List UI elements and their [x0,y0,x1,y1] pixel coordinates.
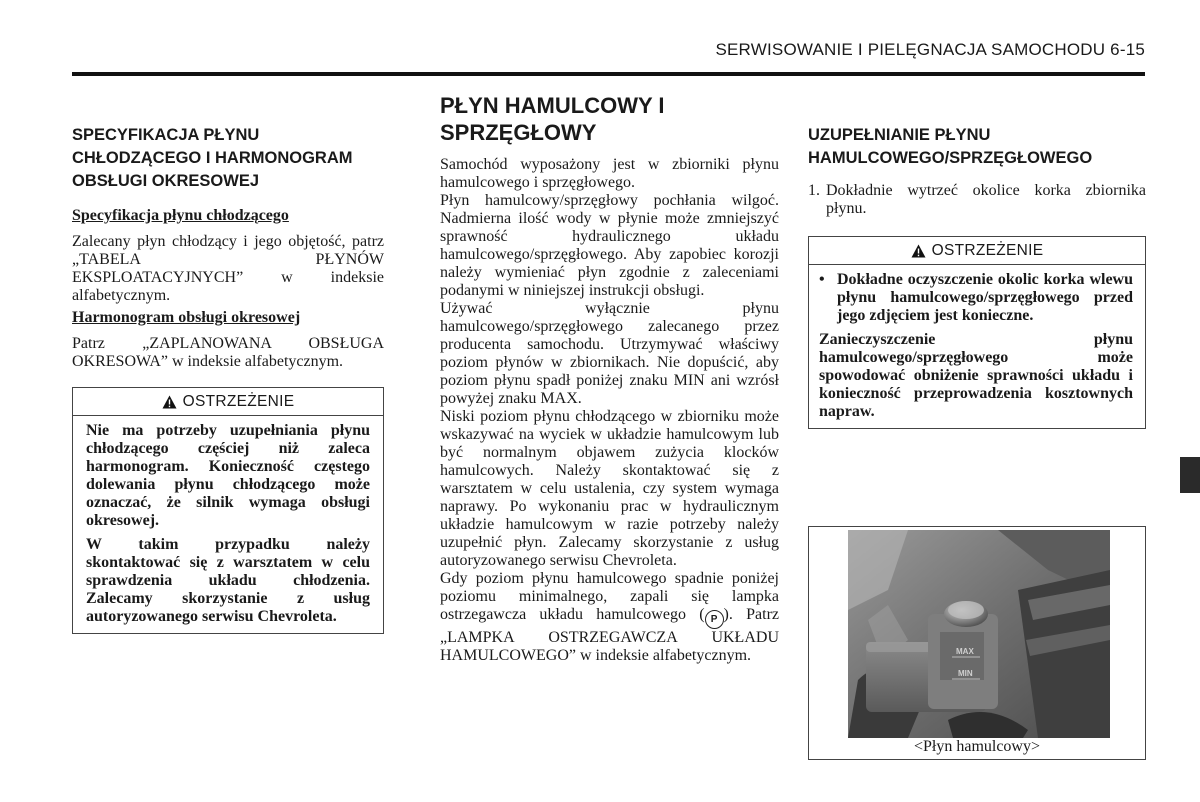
warning-header [73,388,383,416]
list-item-number: 1. [808,182,820,199]
brake-fluid-figure [808,526,1146,760]
column-coolant [72,124,384,634]
warning-header [809,237,1145,265]
brake-fluid-section-heading [440,92,779,146]
heading-line: UZUPEŁNIANIE PŁYNU [808,126,991,144]
warning-title: OSTRZEŻENIE [182,392,295,410]
heading-line: OBSŁUGI OKRESOWEJ [72,172,260,190]
brake-fluid-paragraph: Używać wyłącznie płynu hamulcowego/sprzęgłowego zalecanego przez producenta samochodu. Utrzymywać właściwy poziom płynów w zbiornikach. Nie dopuścić, aby poziom płynu spadł poniżej znaku MIN ani wzrósł powyżej znaku MAX. [440,300,779,407]
coolant-spec-subheading: Specyfikacja płynu chłodzącego [72,207,289,224]
brake-fluid-reservoir-photo [848,530,1110,738]
list-item-text: Dokładnie wytrzeć okolice korka zbiornika płynu. [826,182,1146,217]
refill-section-heading [808,124,1146,170]
warning-title: OSTRZEŻENIE [931,241,1044,259]
heading-line: SPRZĘGŁOWY [440,120,597,145]
section-tab-marker [1180,457,1200,493]
paragraph-text: ). Patrz „LAMPKA OSTRZEGAWCZA UKŁADU HAMULCOWEGO” w indeksie alfabetycznym. [440,606,779,664]
brake-fluid-paragraph [440,570,779,665]
maintenance-schedule-subheading: Harmonogram obsługi okresowej [72,309,301,326]
heading-line: SPECYFIKACJA PŁYNU [72,126,260,144]
max-label: MAX [956,647,974,656]
maintenance-schedule-paragraph: Patrz „ZAPLANOWANA OBSŁUGA OKRESOWA” w indeksie alfabetycznym. [72,335,384,370]
warning-triangle-icon [162,395,177,409]
heading-line: PŁYN HAMULCOWY I [440,93,665,118]
coolant-warning-box [72,387,384,634]
reservoir-illustration [848,530,1110,738]
heading-line: HAMULCOWEGO/SPRZĘGŁOWEGO [808,149,1093,167]
brake-fluid-paragraph: Samochód wyposażony jest w zbiorniki płynu hamulcowego i sprzęgłowego. [440,156,779,191]
coolant-section-heading [72,124,384,193]
paragraph-text: Gdy poziom płynu hamulcowego spadnie poniżej poziomu minimalnego, zapali się lampka ostrzegawcza układu hamulcowego ( [440,570,779,623]
brake-fluid-paragraph: Niski poziom płynu chłodzącego w zbiorniku może wskazywać na wyciek w układzie hamulcowym lub być normalnym objawem zużycia klocków hamulcowych. Należy skontaktować się z warsztatem w celu ustalenia, czy system wymaga naprawy. Po wykonaniu prac w hydraulicznym układzie hamulcowym w razie potrzeby należy uzupełnić płyn. Zalecamy skorzystanie z usług autoryzowanego serwisu Chevroleta. [440,408,779,569]
coolant-spec-paragraph: Zalecany płyn chłodzący i jego objętość, patrz „TABELA PŁYNÓW EKSPLOATACYJNYCH” w indeksie alfabetycznym. [72,233,384,304]
warning-triangle-icon [911,244,926,258]
warning-body [73,416,383,633]
page-header-title: SERWISOWANIE I PIELĘGNACJA SAMOCHODU 6-15 [715,40,1145,59]
brake-warning-lamp-icon: P [705,610,724,629]
brake-fluid-paragraph: Płyn hamulcowy/sprzęgłowy pochłania wilgoć. Nadmierna ilość wody w płynie może zmniejszyć sprawność hydraulicznego układu hamulcowego/sprzęgłowego. Aby zapobiec korozji należy wymieniać płyn zgodnie z zaleceniami podanymi w niniejszej instrukcji obsługi. [440,192,779,299]
warning-paragraph: Nie ma potrzeby uzupełniania płynu chłodzącego częściej niż zaleca harmonogram. Konieczność częstego dolewania płynu chłodzącego może oznaczać, że silnik wymaga obsługi okresowej. [86,422,370,529]
warning-body [809,265,1145,428]
column-brake-fluid [440,92,779,665]
column-refill-brake-fluid [808,124,1146,429]
header-rule [72,72,1145,76]
bullet-mark: • [819,271,825,288]
list-item [808,182,1146,218]
warning-paragraph: Zanieczyszczenie płynu hamulcowego/sprzęgłowego może spowodować obniżenie sprawności układu i konieczność przeprowadzenia kosztownych napraw. [819,331,1133,420]
min-label: MIN [958,669,973,678]
warning-paragraph: W takim przypadku należy skontaktować się z warsztatem w celu sprawdzenia układu chłodzenia. Zalecamy skorzystanie z usług autoryzowanego serwisu Chevroleta. [86,536,370,625]
figure-caption: <Płyn hamulcowy> [913,738,1041,755]
warning-bullet-text: Dokładne oczyszczenie okolic korka wlewu płynu hamulcowego/sprzęgłowego przed jego zdjęciem jest konieczne. [837,271,1133,324]
warning-bullet [819,271,1133,325]
heading-line: CHŁODZĄCEGO I HARMONOGRAM [72,149,353,167]
brake-warning-box [808,236,1146,429]
